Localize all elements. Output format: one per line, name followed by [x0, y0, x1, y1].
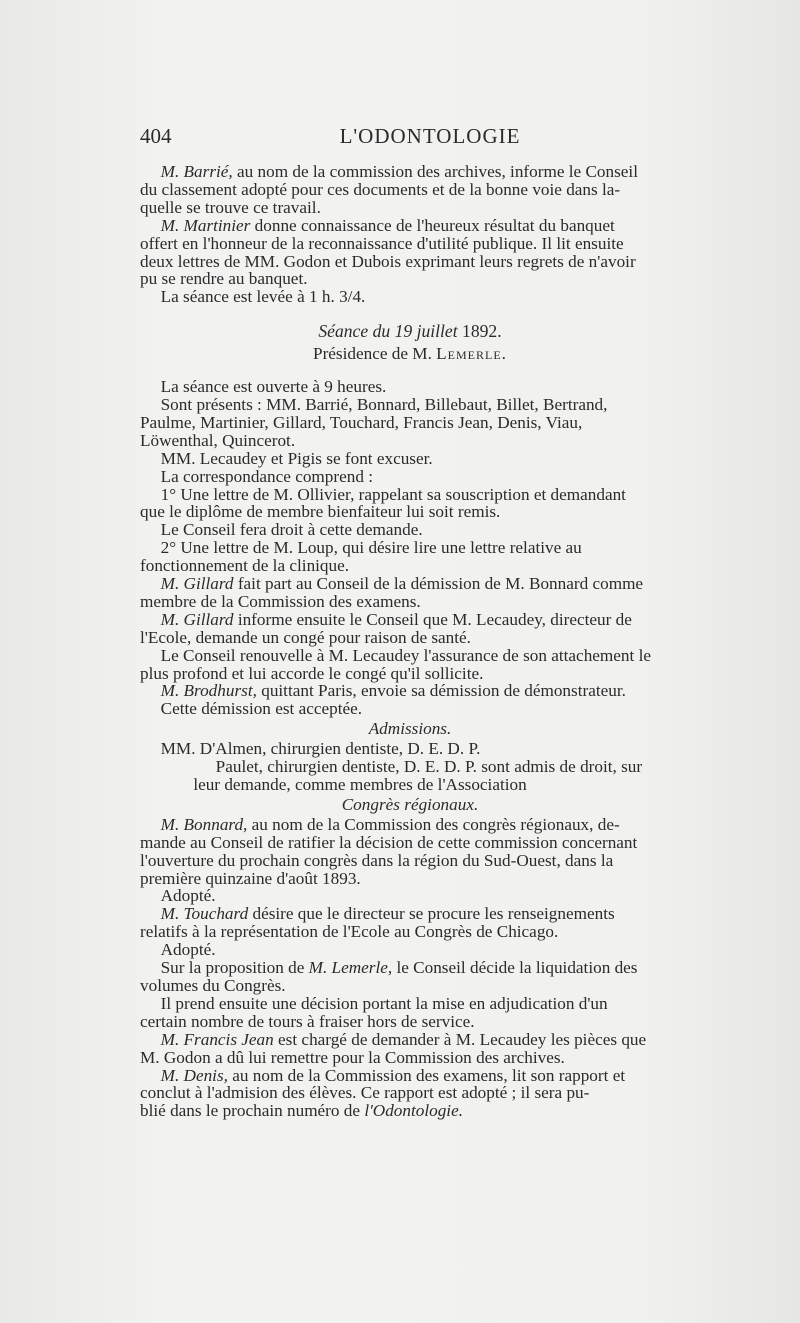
text-line: MM. D'Almen, chirurgien dentiste, D. E. D. P. — [160, 739, 481, 759]
paragraph-renew — [140, 647, 680, 683]
paragraph-bonnard — [140, 816, 680, 888]
text-line: au nom de la commission des archives, informe le Conseil — [237, 162, 638, 181]
paragraph-touchard — [140, 905, 680, 941]
session-year: 1892. — [462, 321, 502, 342]
session-title-prefix: Séance du — [318, 321, 391, 342]
speaker-name: M. Gillard — [160, 609, 234, 629]
page-header — [140, 124, 680, 154]
session-date: 19 juillet — [394, 321, 458, 342]
president-name: Lemerle. — [436, 344, 507, 364]
text-line: est chargé de demander à M. Lecaudey les pièces que — [278, 1029, 647, 1049]
page-number: 404 — [140, 124, 172, 148]
text-line: Le Conseil renouvelle à M. Lecaudey l'assurance de son attachement le — [160, 645, 651, 665]
text-line: désire que le directeur se procure les renseignements — [252, 904, 615, 924]
paragraph-adopted-1: Adopté. — [160, 886, 216, 906]
text-line: l'ouverture du prochain congrès dans la région du Sud-Ouest, dans la — [140, 850, 614, 870]
text-line: 1° Une lettre de M. Ollivier, rappelant sa souscription et demandant — [160, 484, 626, 504]
text-line: l'Ecole, demande un congé pour raison de santé. — [140, 627, 471, 647]
section-title-congresses: Congrès régionaux. — [341, 794, 479, 814]
text-line: membre de la Commission des examens. — [140, 591, 421, 611]
text-line: conclut à l'admision des élèves. Ce rapport est adopté ; il sera pu- — [140, 1083, 590, 1103]
text-line: relatifs à la représentation de l'Ecole au Congrès de Chicago. — [140, 922, 559, 942]
speaker-name: M. Barrié, — [160, 162, 233, 181]
text-line: donne connaissance de l'heureux résultat du banquet — [254, 215, 615, 235]
text-line: 2° Une lettre de M. Loup, qui désire lire une lettre relative au — [160, 538, 582, 558]
text-line: M. Godon a dû lui remettre pour la Commission des archives. — [140, 1047, 565, 1067]
journal-title: l'Odontologie. — [364, 1101, 464, 1121]
text-line: fonctionnement de la clinique. — [140, 556, 350, 576]
text-line: offert en l'honneur de la reconnaissance d'utilité publique. Il lit ensuite — [140, 233, 624, 253]
text-line: au nom de la Commission des examens, lit son rapport et — [232, 1065, 626, 1085]
text-line: Löwenthal, Quincerot. — [140, 430, 296, 450]
paragraph-admissions — [140, 740, 680, 758]
text-line: plus profond et lui accorde le congé qu'il sollicite. — [140, 663, 484, 683]
paragraph-barrie — [140, 163, 680, 217]
text-line: leur demande, comme membres de l'Association — [193, 775, 527, 794]
paragraph-denis — [140, 1067, 680, 1121]
paragraph-excused: MM. Lecaudey et Pigis se font excuser. — [160, 448, 433, 468]
speaker-name: M. Martinier — [160, 215, 251, 235]
paragraph-decision — [140, 995, 680, 1031]
text-line: deux lettres de MM. Godon et Dubois exprimant leurs regrets de n'avoir — [140, 251, 636, 271]
running-title: L'ODONTOLOGIE — [339, 124, 521, 148]
page-body — [140, 163, 680, 1120]
paragraph-accepted: Cette démission est acceptée. — [160, 699, 363, 719]
text-line: Paulme, Martinier, Gillard, Touchard, Francis Jean, Denis, Viau, — [140, 412, 583, 432]
text-line: du classement adopté pour ces documents et de la bonne voie dans la- — [140, 179, 621, 199]
speaker-name: M. Lemerle, — [308, 958, 393, 978]
paragraph-francis-jean — [140, 1031, 680, 1067]
paragraph-item1-decision: Le Conseil fera droit à cette demande. — [160, 520, 423, 540]
text-line: volumes du Congrès. — [140, 975, 286, 995]
text-line: pu se rendre au banquet. — [140, 269, 308, 289]
correspondence-item-2 — [140, 539, 680, 575]
section-title-admissions: Admissions. — [368, 719, 452, 739]
speaker-name: M. Bonnard, — [160, 814, 248, 834]
presidency-prefix: Présidence de M. — [313, 344, 432, 364]
speaker-name: M. Francis Jean — [160, 1029, 274, 1049]
paragraph-brodhurst — [140, 682, 680, 700]
paragraph-closing: La séance est levée à 1 h. 3/4. — [160, 287, 366, 307]
text-line: le Conseil décide la liquidation des — [396, 958, 638, 978]
text-line: au nom de la Commission des congrès régionaux, de- — [251, 814, 620, 834]
paragraph-gillard-2 — [140, 611, 680, 647]
paragraph-present — [140, 396, 680, 450]
paragraph-proposal — [140, 959, 680, 995]
paragraph-gillard-1 — [140, 575, 680, 611]
text-line: Il prend ensuite une décision portant la mise en adjudication d'un — [160, 993, 608, 1013]
speaker-name: M. Denis, — [160, 1065, 228, 1085]
text-line: Sont présents : MM. Barrié, Bonnard, Billebaut, Billet, Bertrand, — [160, 394, 608, 414]
text-line: certain nombre de tours à fraiser hors de service. — [140, 1011, 475, 1031]
text-fragment: blié dans le prochain numéro de — [140, 1101, 361, 1121]
paragraph-admissions-cont — [140, 758, 680, 794]
speaker-name: M. Touchard — [160, 904, 249, 924]
paragraph-opened: La séance est ouverte à 9 heures. — [160, 377, 387, 397]
correspondence-item-1 — [140, 486, 680, 522]
speaker-name: M. Brodhurst, — [160, 681, 257, 701]
text-line: Paulet, chirurgien dentiste, D. E. D. P. sont admis de droit, sur — [215, 757, 643, 777]
text-line: fait part au Conseil de la démission de M. Bonnard comme — [237, 574, 644, 594]
paragraph-martinier — [140, 217, 680, 289]
text-line: mande au Conseil de ratifier la décision de cette commission concernant — [140, 832, 638, 852]
text-line: informe ensuite le Conseil que M. Lecaudey, directeur de — [237, 609, 632, 629]
text-line: première quinzaine d'août 1893. — [140, 868, 361, 888]
text-line: quelle se trouve ce travail. — [140, 197, 321, 217]
session-title — [140, 323, 680, 341]
presidency-line — [140, 345, 680, 363]
paragraph-correspondence: La correspondance comprend : — [160, 466, 373, 486]
text-line: que le diplôme de membre bienfaiteur lui soit remis. — [140, 502, 501, 522]
text-line: quittant Paris, envoie sa démission de démonstrateur. — [261, 681, 626, 701]
speaker-name: M. Gillard — [160, 574, 234, 594]
paragraph-adopted-2: Adopté. — [160, 940, 216, 960]
text-fragment: Sur la proposition de — [160, 958, 305, 978]
